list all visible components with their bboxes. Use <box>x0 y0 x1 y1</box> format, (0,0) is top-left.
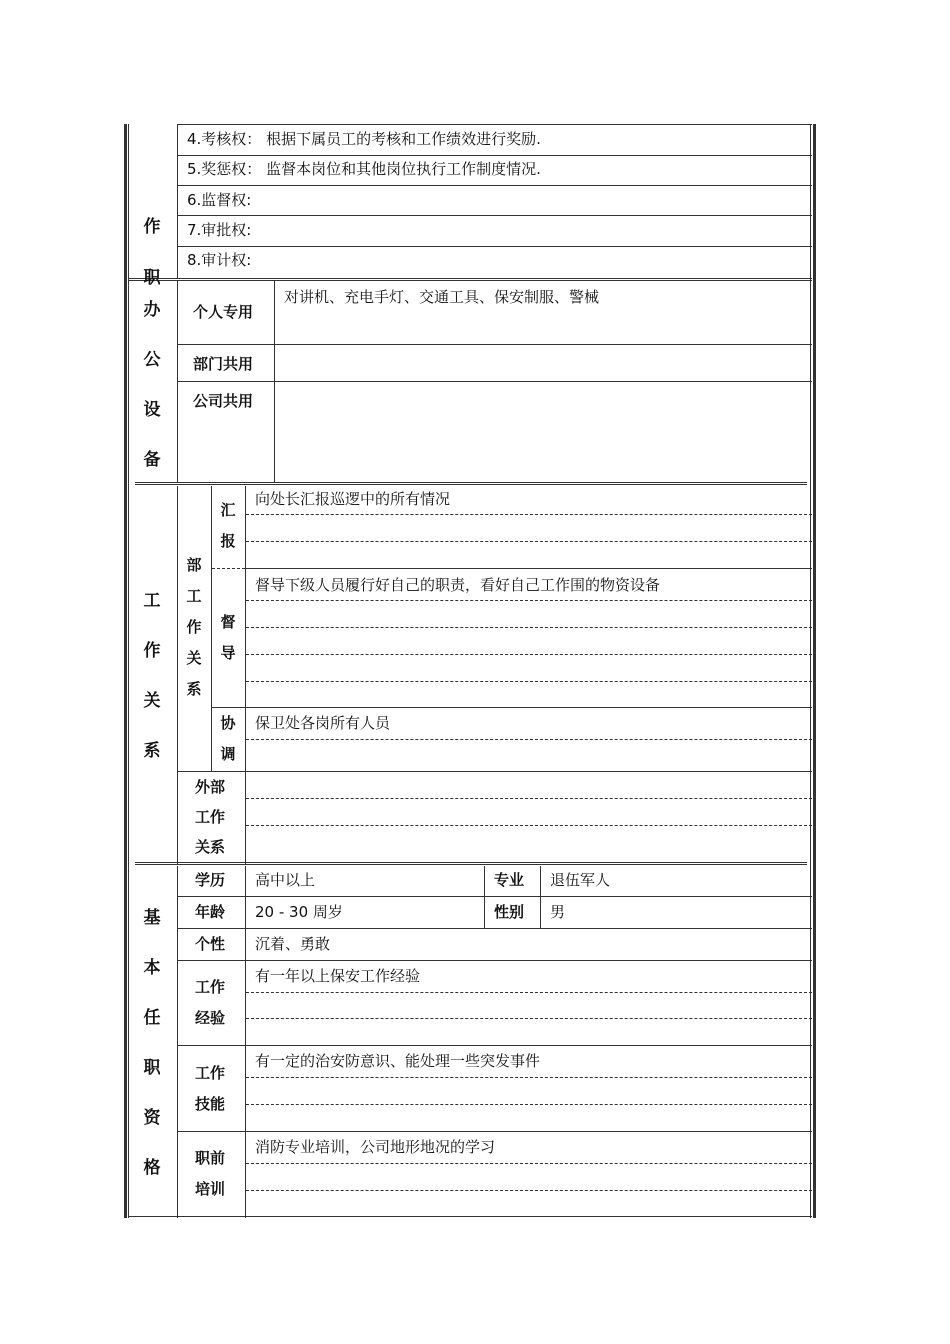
skills-label-2: 技能 <box>195 1095 226 1113</box>
supervise-char-1: 督 <box>220 613 236 631</box>
table-left-border <box>124 124 127 1218</box>
skills-value: 有一定的治安防意识、能处理一些突发事件 <box>255 1052 541 1070</box>
section-divider-relations <box>135 482 807 485</box>
equipment-personal-value: 对讲机、充电手灯、交通工具、保安制服、警械 <box>284 288 600 306</box>
qual-side-char-4: 职 <box>143 1058 161 1078</box>
relations-side-char-2: 作 <box>143 641 161 661</box>
coord-value: 保卫处各岗所有人员 <box>255 714 391 732</box>
supervise-value: 督导下级人员履行好自己的职责，看好自己工作围的物资设备 <box>255 576 661 594</box>
authority-divider <box>177 124 178 279</box>
external-label-1: 外部 <box>195 778 226 796</box>
relations-side-char-4: 系 <box>143 741 161 761</box>
authority-row-4: 4.考核权： 根据下属员工的考核和工作绩效进行奖励. <box>187 130 541 148</box>
authority-row-7: 7.审批权: <box>187 221 252 239</box>
gender-label: 性别 <box>494 903 525 921</box>
relations-side-char-3: 关 <box>143 691 161 711</box>
internal-char-5: 系 <box>186 680 202 698</box>
experience-label-1: 工作 <box>195 978 226 996</box>
gender-value: 男 <box>550 903 566 921</box>
experience-value: 有一年以上保安工作经验 <box>255 967 421 985</box>
authority-row-6: 6.监督权: <box>187 191 252 209</box>
training-value: 消防专业培训，公司地形地况的学习 <box>255 1138 496 1156</box>
relations-side-char-1: 工 <box>143 591 161 611</box>
qual-side-char-5: 资 <box>143 1108 161 1128</box>
internal-char-2: 工 <box>186 587 202 605</box>
section-divider-equipment <box>128 278 812 281</box>
report-value: 向处长汇报巡逻中的所有情况 <box>255 490 451 508</box>
equipment-personal-label: 个人专用 <box>193 303 254 321</box>
authority-row-8: 8.审计权: <box>187 251 252 269</box>
coord-char-1: 协 <box>220 714 236 732</box>
equipment-side-char-2: 办 <box>143 300 161 320</box>
table-bottom-border <box>128 1216 812 1217</box>
age-value: 20 - 30 周岁 <box>255 903 343 921</box>
section-divider-qualifications <box>135 862 807 865</box>
authority-side-char: 作 <box>143 217 161 237</box>
equipment-side-char-3: 公 <box>143 350 161 370</box>
report-char-2: 报 <box>220 532 236 550</box>
table-inner-right-border <box>810 124 811 1218</box>
coord-char-2: 调 <box>220 745 236 763</box>
equipment-side-char-4: 设 <box>143 400 161 420</box>
experience-label-2: 经验 <box>195 1009 226 1027</box>
table-inner-left-border <box>128 124 129 1218</box>
skills-label-1: 工作 <box>195 1064 226 1082</box>
external-label-2: 工作 <box>195 808 226 826</box>
major-value: 退伍军人 <box>550 871 611 889</box>
qual-side-char-6: 格 <box>143 1158 161 1178</box>
personality-label: 个性 <box>195 935 226 953</box>
major-label: 专业 <box>494 871 525 889</box>
supervise-char-2: 导 <box>220 644 236 662</box>
training-label-2: 培训 <box>195 1180 226 1198</box>
equipment-side-char-5: 备 <box>143 450 161 470</box>
table-right-border <box>813 124 816 1218</box>
equipment-dept-label: 部门共用 <box>193 355 254 373</box>
training-label-1: 职前 <box>195 1149 226 1167</box>
personality-value: 沉着、勇敢 <box>255 935 331 953</box>
external-label-3: 关系 <box>195 838 226 856</box>
qual-side-char-2: 本 <box>143 958 161 978</box>
table-top-border <box>178 124 812 125</box>
internal-char-1: 部 <box>186 556 202 574</box>
equipment-company-label: 公司共用 <box>193 392 254 410</box>
authority-row-5: 5.奖惩权： 监督本岗位和其他岗位执行工作制度情况. <box>187 160 541 178</box>
qual-side-char-3: 任 <box>143 1008 161 1028</box>
internal-char-3: 作 <box>186 618 202 636</box>
qual-side-char-1: 基 <box>143 908 161 928</box>
report-char-1: 汇 <box>220 501 236 519</box>
age-label: 年龄 <box>195 903 226 921</box>
education-value: 高中以上 <box>255 871 316 889</box>
equipment-side-char-1: 职 <box>143 268 161 288</box>
internal-char-4: 关 <box>186 649 202 667</box>
education-label: 学历 <box>195 871 226 889</box>
